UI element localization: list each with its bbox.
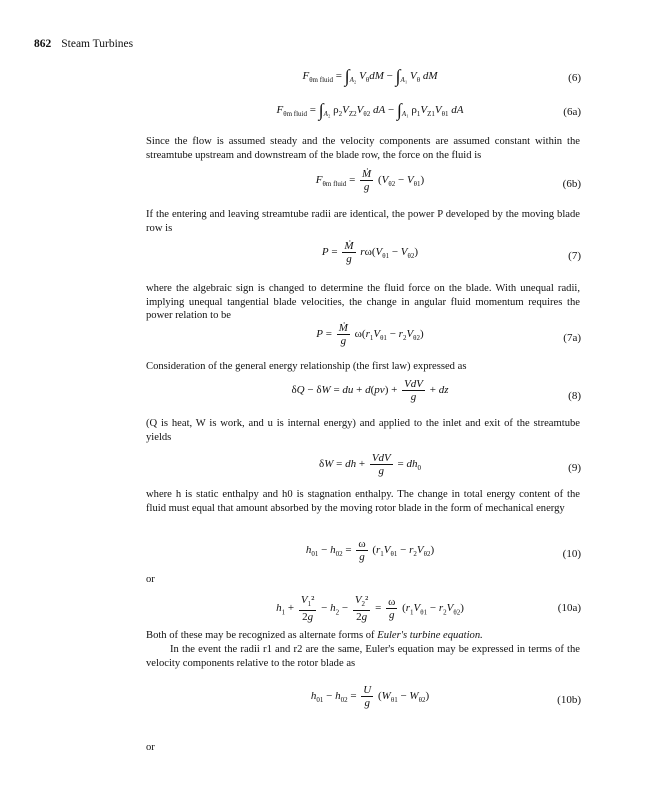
eq-number-6b: (6b) <box>562 178 581 190</box>
page-header <box>34 38 133 50</box>
equation-10: $h_{01} - h_{02}$ = $\frac{\omega}{g}$ $(r_1V_{\theta 1} - r_2V_{\theta 2})$ <box>305 538 435 563</box>
eq-number-10b: (10b) <box>557 694 581 706</box>
page-number: 862 <box>34 38 52 50</box>
paragraph-2: If the entering and leaving streamtube radii are identical, the power P developed by the moving blade row is <box>146 209 580 234</box>
eq-number-7a: (7a) <box>563 332 581 344</box>
or-connector-2: or <box>146 742 155 753</box>
paragraph-4: Consideration of the general energy relationship (the first law) expressed as <box>146 361 467 372</box>
equation-7a: P = $\frac{\text{Ṁ}}{g}$ $\omega(r_1V_{\theta 1} - r_2V_{\theta 2})$ <box>316 322 424 347</box>
paragraph-8: In the event the radii r1 and r2 are the same, Euler's equation may be expressed in terms of the velocity components relative to the rotor blade as <box>146 644 580 669</box>
euler-turbine-equation: Euler's turbine equation. <box>377 630 483 641</box>
paragraph-1: Since the flow is assumed steady and the velocity components are assumed constant within the streamtube upstream and downstream of the blade row, the force on the fluid is <box>146 136 580 161</box>
equation-7: P = $\frac{\text{Ṁ}}{g}$ $r\omega(V_{\theta 1} - V_{\theta 2})$ <box>321 240 419 265</box>
equation-8: δQ − δW = du + d(pv) + $\frac{\text{VdV}}{g}$ + dz <box>291 378 449 403</box>
eq-number-6: (6) <box>568 72 581 84</box>
equation-10a: $h_1$ + $\frac{V_1^2}{2g}$ − $h_2$ − $\frac{V_2^2}{2g}$ = $\frac{\omega}{g}$ $(r_1V_{\theta 1} - r_2V_{\theta 2})$ <box>276 594 464 624</box>
eq-number-7: (7) <box>568 250 581 262</box>
equation-9: δW = dh + $\frac{\text{VdV}}{g}$ = $dh_0$ <box>319 452 421 477</box>
paragraph-5: (Q is heat, W is work, and u is internal energy) and applied to the inlet and exit of the streamtube yields <box>146 418 580 443</box>
paragraph-6: where h is static enthalpy and h0 is stagnation enthalpy. The change in total energy content of the fluid must equal that amount absorbed by the moving rotor blade in the form of mechanical energy <box>146 489 580 514</box>
paragraph-3: where the algebraic sign is changed to determine the fluid force on the blade. With unequal radii, implying unequal tangential blade velocities, the change in angular fluid momentum requires the power relation to be <box>146 283 580 322</box>
equation-6b: $F_{\theta m fluid}$ = $\frac{\text{Ṁ}}{g}$ $(V_{\theta 2} - V_{\theta 1})$ <box>315 168 425 193</box>
equation-10b: $h_{01} - h_{02}$ = $\frac{U}{g}$ $(W_{\theta 1} - W_{\theta 2})$ <box>310 684 430 709</box>
running-title: Steam Turbines <box>61 38 134 50</box>
eq-number-6a: (6a) <box>563 106 581 118</box>
paragraph-7-text: Both of these may be recognized as alternate forms of <box>146 630 378 641</box>
equation-6a: $F_{\theta m fluid} = \int_{A_2}$ $\rho_2V_{Z2}V_{\theta 2}$ dA − $\int_{A_1}$ $\rho_1V_{Z1}V_{\theta 1}$ dA <box>276 100 464 120</box>
eq-number-8: (8) <box>568 390 581 402</box>
eq-number-10a: (10a) <box>557 602 581 614</box>
or-connector-1: or <box>146 574 155 585</box>
equation-6: $F_{\theta m fluid} = \int_{A_2}$ $V_\theta dM - \int_{A_1}$ $V_\theta$ dM <box>302 66 438 86</box>
paragraph-7 <box>146 629 580 643</box>
eq-number-9: (9) <box>568 462 581 474</box>
eq-number-10: (10) <box>562 548 581 560</box>
